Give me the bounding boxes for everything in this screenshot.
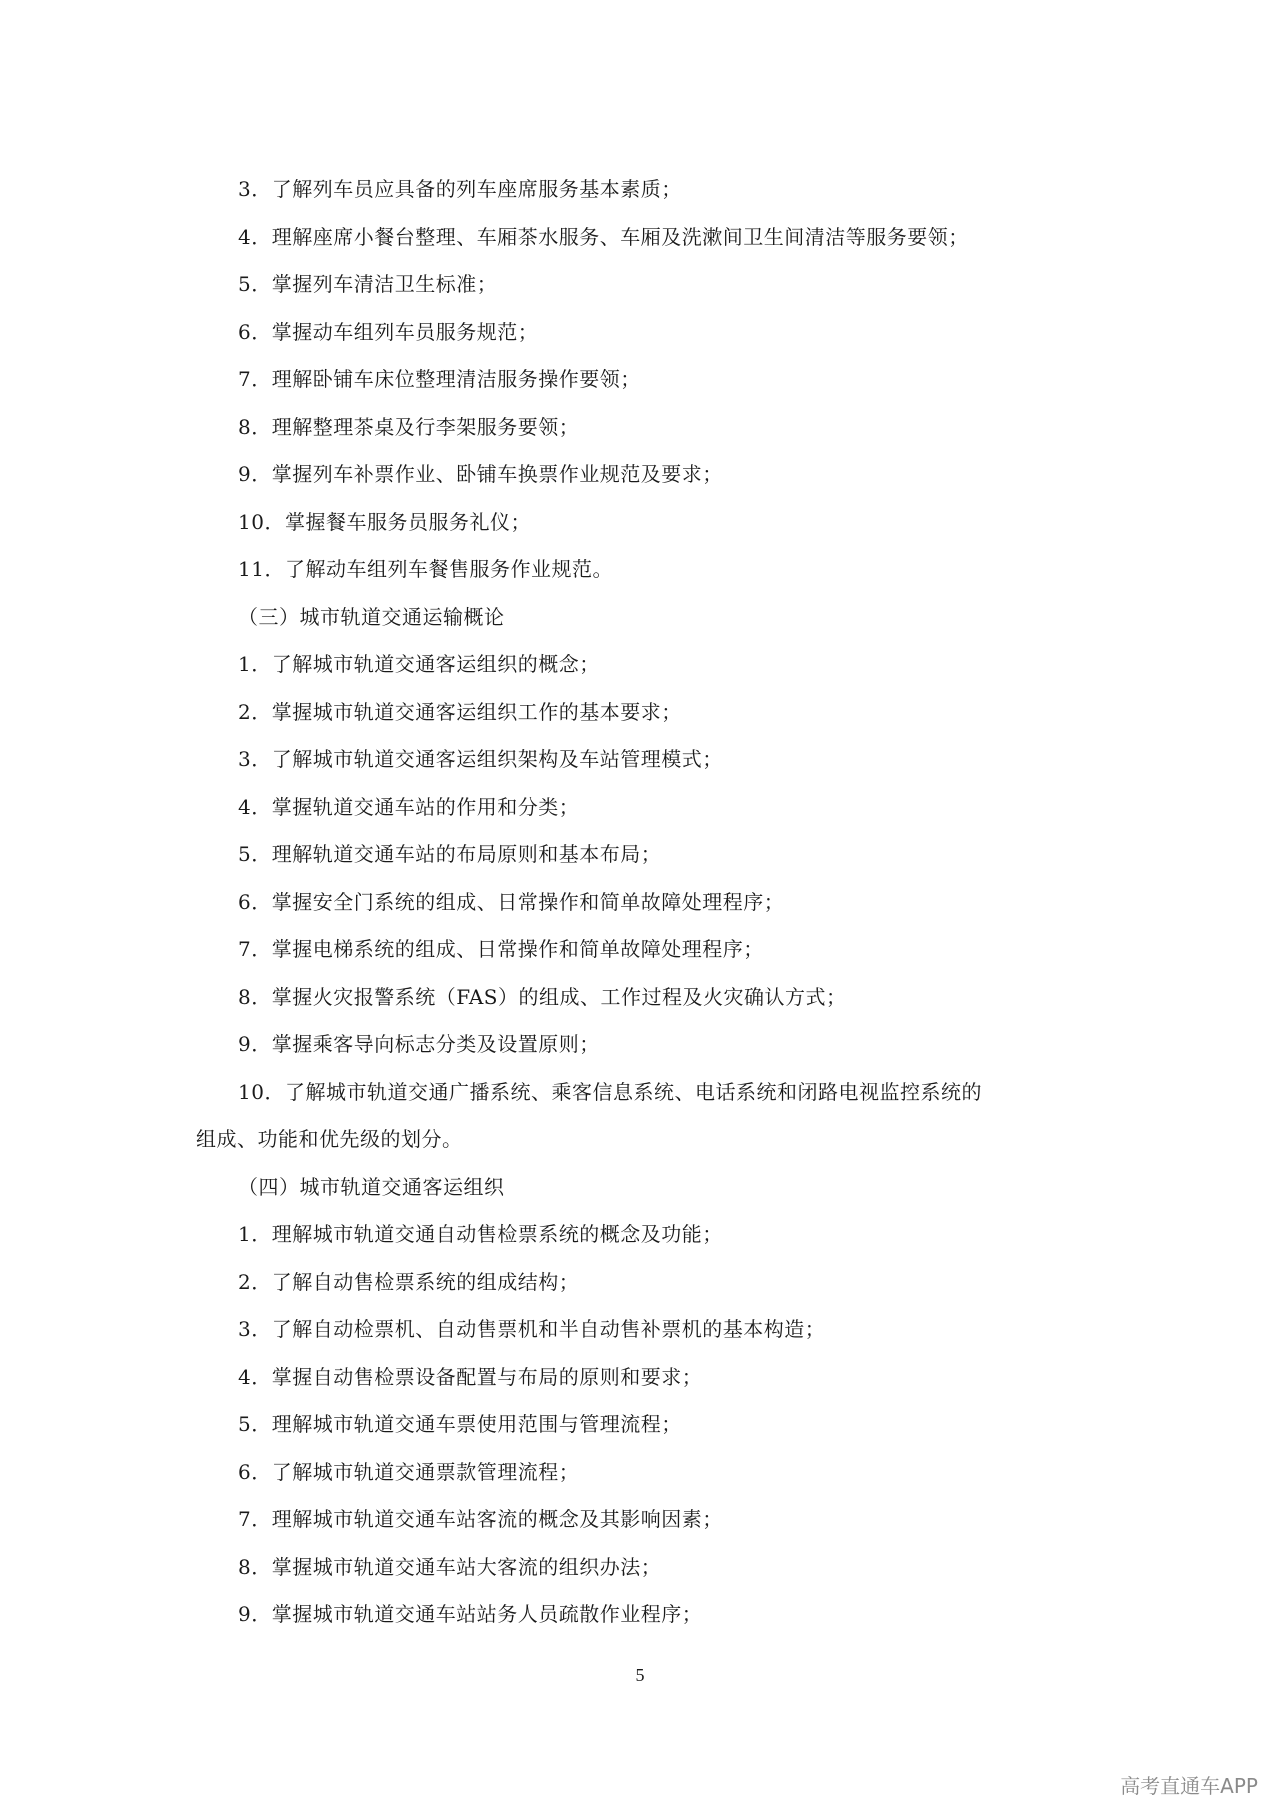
list-item: 9．掌握列车补票作业、卧铺车换票作业规范及要求； bbox=[238, 462, 723, 486]
list-item: 7．理解城市轨道交通车站客流的概念及其影响因素； bbox=[238, 1507, 723, 1531]
list-item: 9．掌握乘客导向标志分类及设置原则； bbox=[238, 1032, 600, 1056]
list-item: 2．了解自动售检票系统的组成结构； bbox=[238, 1269, 580, 1294]
section-heading: （三）城市轨道交通运输概论 bbox=[238, 604, 505, 629]
list-item: 9．掌握城市轨道交通车站站务人员疏散作业程序； bbox=[238, 1602, 703, 1626]
list-item: 8．理解整理茶桌及行李架服务要领； bbox=[238, 414, 580, 439]
list-item: 4．掌握轨道交通车站的作用和分类； bbox=[238, 794, 580, 819]
list-item: 10．掌握餐车服务员服务礼仪； bbox=[238, 509, 531, 534]
list-item: 2．掌握城市轨道交通客运组织工作的基本要求； bbox=[238, 699, 682, 724]
list-item: 10．了解城市轨道交通广播系统、乘客信息系统、电话系统和闭路电视监控系统的 bbox=[238, 1079, 982, 1104]
list-item-continuation: 组成、功能和优先级的划分。 bbox=[196, 1127, 463, 1151]
list-item: 8．掌握火灾报警系统（FAS）的组成、工作过程及火灾确认方式； bbox=[238, 984, 847, 1009]
list-item: 1．了解城市轨道交通客运组织的概念； bbox=[238, 652, 600, 676]
list-item: 3．了解列车员应具备的列车座席服务基本素质； bbox=[238, 177, 682, 201]
list-item: 5．理解城市轨道交通车票使用范围与管理流程； bbox=[238, 1412, 682, 1436]
list-item: 7．掌握电梯系统的组成、日常操作和简单故障处理程序； bbox=[238, 937, 764, 961]
list-item: 5．掌握列车清洁卫生标准； bbox=[238, 272, 498, 296]
list-item: 6．掌握安全门系统的组成、日常操作和简单故障处理程序； bbox=[238, 889, 785, 914]
list-item: 3．了解自动检票机、自动售票机和半自动售补票机的基本构造； bbox=[238, 1317, 826, 1341]
page-content bbox=[196, 166, 1096, 1639]
list-item: 4．掌握自动售检票设备配置与布局的原则和要求； bbox=[238, 1364, 703, 1389]
list-item: 6．了解城市轨道交通票款管理流程； bbox=[238, 1459, 580, 1484]
watermark: 高考直通车APP bbox=[1120, 1774, 1258, 1798]
page-number: 5 bbox=[635, 1665, 645, 1685]
list-item: 11．了解动车组列车餐售服务作业规范。 bbox=[238, 557, 613, 581]
list-item: 4．理解座席小餐台整理、车厢茶水服务、车厢及洗漱间卫生间清洁等服务要领； bbox=[238, 224, 969, 249]
list-item: 1．理解城市轨道交通自动售检票系统的概念及功能； bbox=[238, 1222, 723, 1246]
section-heading: （四）城市轨道交通客运组织 bbox=[238, 1174, 505, 1199]
list-item: 8．掌握城市轨道交通车站大客流的组织办法； bbox=[238, 1554, 662, 1579]
list-item: 3．了解城市轨道交通客运组织架构及车站管理模式； bbox=[238, 747, 723, 771]
list-item: 7．理解卧铺车床位整理清洁服务操作要领； bbox=[238, 367, 641, 391]
list-item: 6．掌握动车组列车员服务规范； bbox=[238, 319, 539, 344]
list-item: 5．理解轨道交通车站的布局原则和基本布局； bbox=[238, 842, 662, 866]
